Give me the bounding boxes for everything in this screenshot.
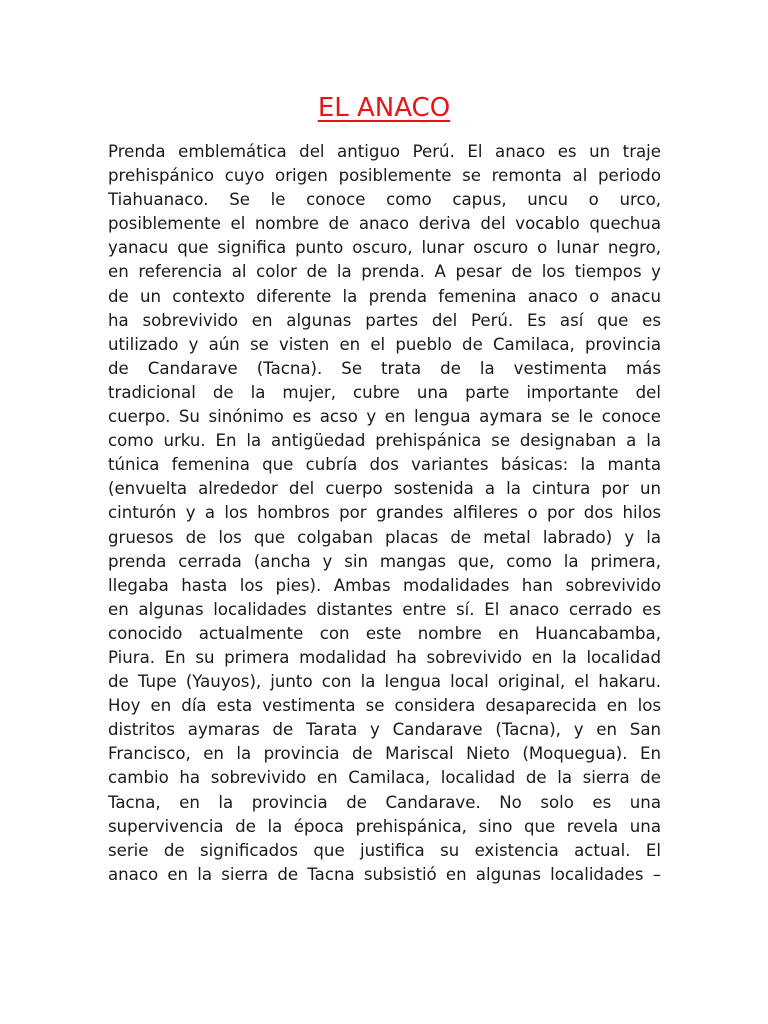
text-line: serie de significados que justifica su existencia actual. El [108, 840, 661, 860]
text-line: de Tupe (Yauyos), junto con la lengua local original, el hakaru. [108, 672, 661, 692]
text-line: yanacu que significa punto oscuro, lunar oscuro o lunar negro, [108, 238, 661, 258]
text-line: prehispánico cuyo origen posiblemente se remonta al periodo [108, 166, 661, 186]
text-line: Hoy en día esta vestimenta se considera desaparecida en los [108, 696, 661, 716]
text-line: utilizado y aún se visten en el pueblo de Camilaca, provincia [108, 334, 661, 354]
text-line: llegaba hasta los pies). Ambas modalidades han sobrevivido [108, 575, 661, 595]
text-line: posiblemente el nombre de anaco deriva del vocablo quechua [108, 214, 661, 234]
text-line: gruesos de los que colgaban placas de metal labrado) y la [108, 527, 661, 547]
text-line: Tacna, en la provincia de Candarave. No solo es una [108, 792, 661, 812]
text-line: Piura. En su primera modalidad ha sobrevivido en la localidad [108, 647, 661, 667]
text-line: Tiahuanaco. Se le conoce como capus, uncu o urco, [108, 190, 661, 210]
text-line: prenda cerrada (ancha y sin mangas que, como la primera, [108, 551, 661, 571]
text-line: cinturón y a los hombros por grandes alfileres o por dos hilos [108, 503, 661, 523]
text-line: conocido actualmente con este nombre en Huancabamba, [108, 623, 661, 643]
text-line: de Candarave (Tacna). Se trata de la vestimenta más [108, 358, 661, 378]
text-line: en algunas localidades distantes entre sí. El anaco cerrado es [108, 599, 661, 619]
text-line: Prenda emblemática del antiguo Perú. El anaco es un traje [108, 142, 661, 161]
text-line: distritos aymaras de Tarata y Candarave (Tacna), y en San [108, 720, 661, 740]
text-line: tradicional de la mujer, cubre una parte importante del [108, 382, 661, 402]
text-line: ha sobrevivido en algunas partes del Perú. Es así que es [108, 310, 661, 330]
text-line: cambio ha sobrevivido en Camilaca, localidad de la sierra de [108, 768, 661, 788]
text-line: supervivencia de la época prehispánica, sino que revela una [108, 816, 661, 836]
text-line: anaco en la sierra de Tacna subsistió en algunas localidades – [108, 864, 661, 884]
text-line: Francisco, en la provincia de Mariscal Nieto (Moquegua). En [108, 744, 661, 764]
text-line: de un contexto diferente la prenda femenina anaco o anacu [108, 286, 661, 306]
document-title: EL ANACO [317, 93, 451, 123]
text-line: cuerpo. Su sinónimo es acso y en lengua aymara se le conoce [108, 407, 661, 427]
text-line: como urku. En la antigüedad prehispánica se designaban a la [108, 431, 661, 451]
text-line: en referencia al color de la prenda. A pesar de los tiempos y [108, 262, 661, 282]
text-line: (envuelta alrededor del cuerpo sostenida a la cintura por un [108, 479, 661, 499]
text-line: túnica femenina que cubría dos variantes básicas: la manta [108, 455, 661, 475]
body-paragraph [108, 140, 661, 887]
